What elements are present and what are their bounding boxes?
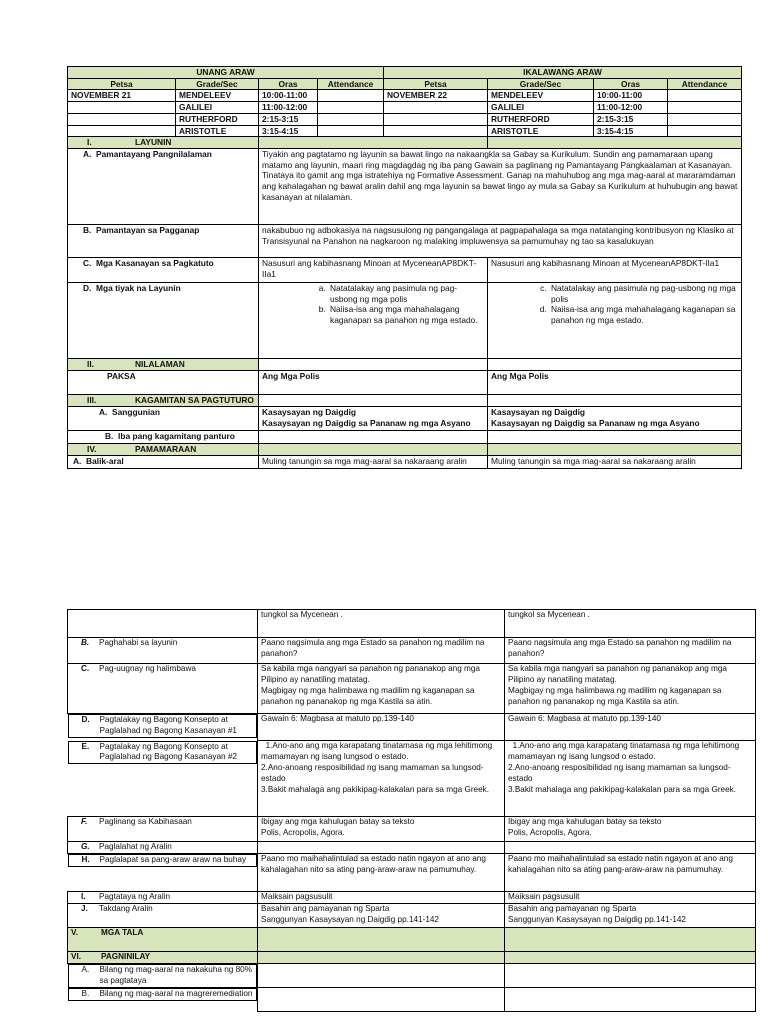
row-mga-tala: V. MGA TALA bbox=[68, 928, 756, 952]
time-cell: 3:15-4:15 bbox=[594, 125, 668, 137]
row-label: Balik-aral bbox=[86, 455, 124, 466]
row-bagong-konsepto-1: D. Pagtalakay ng Bagong Konsepto at Paglalahad ng Bagong Kasanayan #1 Gawain 6: Magbasa at matuto pp.139-140 Gawain 6: Magbasa at matuto pp.139-140 bbox=[68, 714, 756, 741]
row-pamantayang-pangnilalaman bbox=[68, 148, 742, 224]
row-text: Sa kabila mga nangyari sa panahon ng pananakop ang mga Pilipino ay nanatiling matatag. Magbigay ng mga halimbawa ng madilim ng kaganapan sa panahon ng pananakop ng mga Kastila sa atin. bbox=[258, 664, 505, 714]
date-cell bbox=[68, 125, 176, 137]
sanggunian-text: Kasaysayan ng Daigdig Kasaysayan ng Daigdig sa Pananaw ng mga Asyano bbox=[259, 406, 488, 430]
schedule-row bbox=[68, 90, 742, 102]
row-label: C. Mga Kasanayan sa Pagkatuto bbox=[68, 257, 259, 282]
row-paglalapat: H. Paglalapat sa pang-araw araw na buhay Paano mo maihahalintulad sa estado natin ngayon at ano ang kahalagahan nito sa ating pang-araw-araw na pamumuhay. Paano mo maihahalintulad sa estado natin ngayon at ano ang kahalagahan nito sa ating pang-araw-araw na pamumuhay. bbox=[68, 854, 756, 892]
row-text: Maiksain pagsusulit bbox=[505, 892, 756, 904]
section-label: MGA TALA bbox=[101, 928, 144, 937]
col-oras: Oras bbox=[594, 78, 668, 90]
row-label: D. Mga tiyak na Layunin bbox=[68, 282, 259, 358]
row-label: Sanggunian bbox=[112, 406, 160, 417]
section-cell: MENDELEEV bbox=[176, 90, 259, 102]
section-cell: RUTHERFORD bbox=[176, 113, 259, 125]
row-text: Paano nagsimula ang mga Estado sa panahon ng madilim na panahon? bbox=[258, 638, 505, 664]
schedule-row bbox=[68, 113, 742, 125]
row-text bbox=[505, 842, 756, 854]
row-continuation bbox=[68, 610, 756, 638]
row-text: Basahin ang pamayanan ng Sparta Sanggunyan Kasaysayan ng Daigdig pp.141-142 bbox=[505, 904, 756, 928]
row-text: 1.Ano-ano ang mga karapatang tinatamasa ng mga lehitimong mamamayan ng isang lungsod o estado. 2.Ano-anoang resposibilidad ng isang mamaman sa lungsod-estado 3.Bakit mahalaga ang pakikipag-kalakalan para sa mga Greek. bbox=[258, 741, 505, 817]
attendance-cell bbox=[668, 125, 742, 137]
row-text: Nasusuri ang kabihasnang Minoan at MyceneanAP8DKT-IIa1 bbox=[488, 257, 742, 282]
row-paksa bbox=[68, 370, 742, 394]
row-text: Paano nagsimula ang mga Estado sa panahon ng madilim na panahon? bbox=[505, 638, 756, 664]
col-oras: Oras bbox=[259, 78, 318, 90]
row-label: Paglalapat sa pang-araw araw na buhay bbox=[99, 855, 247, 864]
row-pamantayan-sa-pagganap bbox=[68, 224, 742, 257]
row-label: Pag-uugnay ng halimbawa bbox=[99, 664, 196, 673]
attendance-cell bbox=[318, 113, 384, 125]
date-cell: NOVEMBER 22 bbox=[384, 90, 488, 102]
schedule-row bbox=[68, 102, 742, 114]
row-text: Gawain 6: Magbasa at matuto pp.139-140 bbox=[258, 714, 505, 741]
row-text: Nasusuri ang kabihasnang Minoan at MyceneanAP8DKT-IIa1 bbox=[259, 257, 488, 282]
balik-aral-text: Muling tanungin sa mga mag-aaral sa nakaraang aralin bbox=[488, 455, 742, 468]
objective-item: c. Natatalakay ang pasimula ng pag-usbong ng mga polis bbox=[549, 283, 738, 304]
section-cell: MENDELEEV bbox=[488, 90, 594, 102]
row-sanggunian: A. Sanggunian Kasaysayan ng Daigdig Kasaysayan ng Daigdig sa Pananaw ng mga Asyano Kasaysayan ng Daigdig Kasaysayan ng Daigdig sa Pananaw ng mga Asyano bbox=[68, 406, 742, 430]
row-tiyak-na-layunin bbox=[68, 282, 742, 358]
date-cell bbox=[384, 113, 488, 125]
attendance-cell bbox=[668, 113, 742, 125]
col-petsa: Petsa bbox=[68, 78, 176, 90]
attendance-cell bbox=[318, 102, 384, 114]
row-balik-aral: A. Balik-aral Muling tanungin sa mga mag-aaral sa nakaraang aralin Muling tanungin sa mga mag-aaral sa nakaraang aralin bbox=[68, 455, 742, 468]
section-number: I. bbox=[87, 137, 92, 148]
row-text: Maiksain pagsusulit bbox=[258, 892, 505, 904]
row-paglalahat: G. Paglalahat ng Aralin bbox=[68, 842, 756, 854]
date-cell bbox=[384, 125, 488, 137]
row-label: PAKSA bbox=[107, 370, 136, 381]
section-cell: GALILEI bbox=[488, 102, 594, 114]
objectives-day1 bbox=[259, 282, 488, 358]
attendance-cell bbox=[318, 90, 384, 102]
time-cell: 3:15-4:15 bbox=[259, 125, 318, 137]
section-kagamitan: III. KAGAMITAN SA PAGTUTURO bbox=[68, 394, 259, 406]
col-grade: Grade/Sec bbox=[488, 78, 594, 90]
row-paghahabi: B. Paghahabi sa layunin Paano nagsimula ang mga Estado sa panahon ng madilim na panahon? Paano nagsimula ang mga Estado sa panahon ng madilim na panahon? bbox=[68, 638, 756, 664]
row-label: Paghahabi sa layunin bbox=[99, 638, 178, 647]
section-label: LAYUNIN bbox=[135, 137, 172, 148]
time-cell: 10:00-11:00 bbox=[594, 90, 668, 102]
row-text: Ibigay ang mga kahulugan batay sa teksto Polis, Acropolis, Agora. bbox=[505, 817, 756, 842]
section-cell: RUTHERFORD bbox=[488, 113, 594, 125]
row-bagong-konsepto-2: E. Pagtalakay ng Bagong Konsepto at Paglalahad ng Bagong Kasanayan #2 1.Ano-ano ang mga karapatang tinatamasa ng mga lehitimong mamamayan ng isang lungsod o estado. 2.Ano-anoang resposibilidad ng isang mamaman sa lungsod-estado 3.Bakit mahalaga ang pakikipag-kalakalan para sa mga Greek. 1.Ano-ano ang mga karapatang tinatamasa ng mga lehitimong mamamayan ng isang lungsod o estado. 2.Ano-anoang resposibilidad ng isang mamaman sa lungsod-estado 3.Bakit mahalaga ang pakikipag-kalakalan para sa mga Greek. bbox=[68, 741, 756, 817]
section-cell: ARISTOTLE bbox=[488, 125, 594, 137]
row-reflection-b: B. Bilang ng mag-aaral na magreremediation bbox=[68, 988, 756, 1012]
row-text: Sa kabila mga nangyari sa panahon ng pananakop ang mga Pilipino ay nanatiling matatag. Magbigay ng mga halimbawa ng madilim ng kaganapan sa panahon ng pananakop ng mga Kastila sa atin. bbox=[505, 664, 756, 714]
row-pagninilay: VI. PAGNINILAY bbox=[68, 952, 756, 964]
sanggunian-text: Kasaysayan ng Daigdig Kasaysayan ng Daigdig sa Pananaw ng mga Asyano bbox=[488, 406, 742, 430]
row-paglinang: F. Paglinang sa Kabihasaan Ibigay ang mga kahulugan batay sa teksto Polis, Acropolis, Agora. Ibigay ang mga kahulugan batay sa teksto Polis, Acropolis, Agora. bbox=[68, 817, 756, 842]
row-mga-kasanayan bbox=[68, 257, 742, 282]
col-petsa: Petsa bbox=[384, 78, 488, 90]
row-label: Pagtalakay ng Bagong Konsepto at Paglalahad ng Bagong Kasanayan #2 bbox=[99, 741, 237, 762]
lesson-plan-table-1 bbox=[67, 66, 742, 469]
objectives-day2 bbox=[488, 282, 742, 358]
row-label: Bilang ng mag-aaral na magreremediation bbox=[99, 988, 253, 998]
objective-item: a. Natatalakay ang pasimula ng pag-usbong ng mga polis bbox=[328, 283, 484, 304]
section-layunin bbox=[68, 137, 259, 149]
row-text: Paano mo maihahalintulad sa estado natin ngayon at ano ang kahalagahan nito sa ating pang-araw-araw na pamumuhay. bbox=[505, 854, 756, 892]
row-takdang-aralin: J. Takdang Aralin Basahin ang pamayanan ng Sparta Sanggunyan Kasaysayan ng Daigdig pp.141-142 Basahin ang pamayanan ng Sparta Sanggunyan Kasaysayan ng Daigdig pp.141-142 bbox=[68, 904, 756, 928]
row-reflection-a: A. Bilang ng mag-aaral na nakakuha ng 80% sa pagtataya bbox=[68, 964, 756, 988]
cont-text: tungkol sa Mycenean . bbox=[258, 610, 505, 638]
paksa-text: Ang Mga Polis bbox=[259, 370, 488, 394]
time-cell: 11:00-12:00 bbox=[259, 102, 318, 114]
row-label: Takdang Aralin bbox=[99, 904, 153, 913]
cont-text: tungkol sa Mycenean . bbox=[505, 610, 756, 638]
date-cell bbox=[68, 102, 176, 114]
section-cell: ARISTOTLE bbox=[176, 125, 259, 137]
row-label: Pagtataya ng Aralin bbox=[99, 892, 171, 901]
section-label: PAGNINILAY bbox=[101, 952, 151, 961]
schedule-row bbox=[68, 125, 742, 137]
attendance-cell bbox=[668, 102, 742, 114]
row-text: Gawain 6: Magbasa at matuto pp.139-140 bbox=[505, 714, 756, 741]
paksa-text: Ang Mga Polis bbox=[488, 370, 742, 394]
row-text: Tiyakin ang pagtatamo ng layunin sa bawat lingo na nakaangkla sa Gabay sa Kurikulum. Sundin ang pamamaraan upang matamo ang layunin, maari ring magdagdag ng iba pang Gawain sa paglinang ng Pamantayang Pangkaalaman at Kasanayan. Tinataya ito gamit ang mga istratehiya ng Formative Assessment. Ganap na mahuhubog ang mga mag-aaral at mararamdaman ang kahalagahan ng bawat aralin dahil ang mga layunin sa bawat lingo ay mula sa Gabay sa Kurikulum at huhubugin ang bawat kasanayan at nilalaman. bbox=[259, 148, 742, 224]
objective-item: b. Naiisa-isa ang mga mahahalagang kaganapan sa panahon ng mga estado. bbox=[328, 304, 484, 325]
row-text: Paano mo maihahalintulad sa estado natin ngayon at ano ang kahalagahan nito sa ating pang-araw-araw na pamumuhay. bbox=[258, 854, 505, 892]
date-cell bbox=[384, 102, 488, 114]
time-cell: 2:15-3:15 bbox=[259, 113, 318, 125]
row-text: 1.Ano-ano ang mga karapatang tinatamasa ng mga lehitimong mamamayan ng isang lungsod o estado. 2.Ano-anoang resposibilidad ng isang mamaman sa lungsod-estado 3.Bakit mahalaga ang pakikipag-kalakalan para sa mga Greek. bbox=[505, 741, 756, 817]
time-cell: 11:00-12:00 bbox=[594, 102, 668, 114]
lesson-plan-table-2 bbox=[67, 609, 756, 1012]
row-text: Basahin ang pamayanan ng Sparta Sanggunyan Kasaysayan ng Daigdig pp.141-142 bbox=[258, 904, 505, 928]
row-label: Bilang ng mag-aaral na nakakuha ng 80% sa pagtataya bbox=[99, 965, 252, 985]
time-cell: 10:00-11:00 bbox=[259, 90, 318, 102]
section-nilalaman: II. NILALAMAN bbox=[68, 358, 259, 370]
section-cell: GALILEI bbox=[176, 102, 259, 114]
row-text bbox=[258, 842, 505, 854]
row-label: Paglinang sa Kabihasaan bbox=[99, 817, 192, 826]
col-grade: Grade/Sec bbox=[176, 78, 259, 90]
row-text: Ibigay ang mga kahulugan batay sa teksto Polis, Acropolis, Agora. bbox=[258, 817, 505, 842]
attendance-cell bbox=[668, 90, 742, 102]
row-label: Iba pang kagamitang panturo bbox=[118, 430, 235, 441]
day2-header: IKALAWANG ARAW bbox=[384, 67, 742, 79]
col-attendance: Attendance bbox=[668, 78, 742, 90]
attendance-cell bbox=[318, 125, 384, 137]
section-pamamaraan: IV. PAMAMARAAN bbox=[68, 443, 259, 455]
balik-aral-text: Muling tanungin sa mga mag-aaral sa nakaraang aralin bbox=[259, 455, 488, 468]
objective-item: d. Naiisa-isa ang mga mahahalagang kaganapan sa panahon ng mga estado. bbox=[549, 304, 738, 325]
date-cell bbox=[68, 113, 176, 125]
col-attendance: Attendance bbox=[318, 78, 384, 90]
day1-header: UNANG ARAW bbox=[68, 67, 384, 79]
row-text: nakabubuo ng adbokasiya na nagsusulong ng pangangalaga at pagpapahalaga sa mga natatanging kontribusyon ng Klasiko at Transisyunal na Panahon na nagkaroon ng malaking impluwensya sa pamumuhay ng tao sa kasalukuyan bbox=[259, 224, 742, 257]
row-label: B. Pamantayan sa Pagganap bbox=[68, 224, 259, 257]
row-label: A. Pamantayang Pangnilalaman bbox=[68, 148, 259, 224]
row-pagtataya: I. Pagtataya ng Aralin Maiksain pagsusulit Maiksain pagsusulit bbox=[68, 892, 756, 904]
row-label: Pagtalakay ng Bagong Konsepto at Paglalahad ng Bagong Kasanayan #1 bbox=[99, 715, 237, 735]
row-label: Paglalahat ng Aralin bbox=[99, 842, 172, 851]
row-pag-uugnay: C. Pag-uugnay ng halimbawa Sa kabila mga nangyari sa panahon ng pananakop ang mga Pilipino ay nanatiling matatag. Magbigay ng mga halimbawa ng madilim ng kaganapan sa panahon ng pananakop ng mga Kastila sa atin. Sa kabila mga nangyari sa panahon ng pananakop ang mga Pilipino ay nanatiling matatag. Magbigay ng mga halimbawa ng madilim ng kaganapan sa panahon ng pananakop ng mga Kastila sa atin. bbox=[68, 664, 756, 714]
time-cell: 2:15-3:15 bbox=[594, 113, 668, 125]
date-cell: NOVEMBER 21 bbox=[68, 90, 176, 102]
row-iba-pang-kagamitan: B. Iba pang kagamitang panturo bbox=[68, 430, 742, 443]
